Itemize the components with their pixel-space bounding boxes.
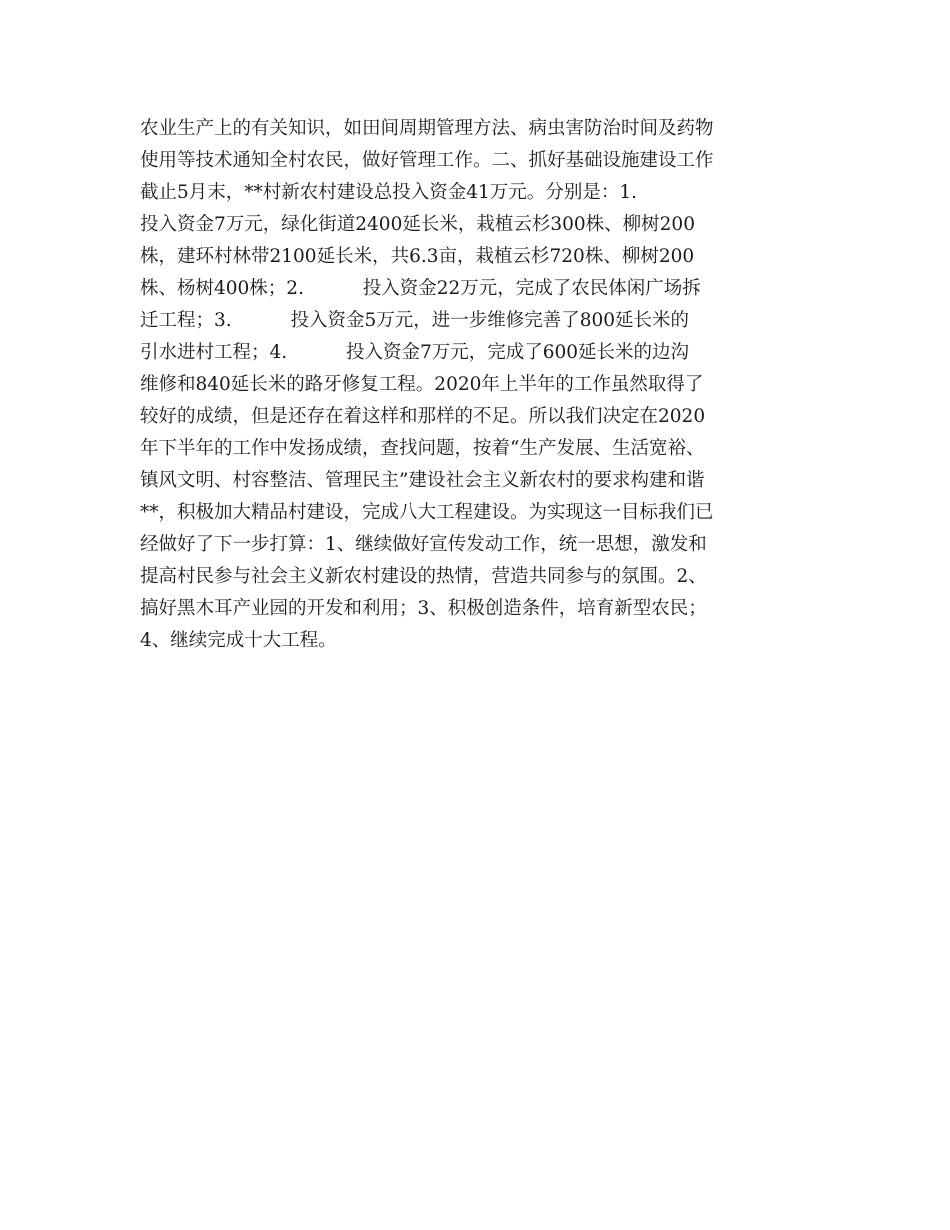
text-line: 较好的成绩，但是还存在着这样和那样的不足。所以我们决定在2020 [140, 406, 706, 427]
text-line: 4、继续完成十大工程。 [140, 630, 337, 651]
body-text [140, 113, 840, 657]
text-line: 使用等技术通知全村农民，做好管理工作。二、抓好基础设施建设工作 [140, 150, 714, 171]
text-line: 维修和840延长米的路牙修复工程。2020年上半年的工作虽然取得了 [140, 374, 704, 395]
text-line: 投入资金7万元，绿化街道2400延长米，栽植云杉300株、柳树200 [140, 214, 695, 235]
text-line: 镇风文明、村容整洁、管理民主”建设社会主义新农村的要求构建和谐 [140, 470, 705, 491]
text-line: 年下半年的工作中发扬成绩，查找问题，按着“生产发展、生活宽裕、 [140, 438, 705, 459]
text-line: 提高村民参与社会主义新农村建设的热情，营造共同参与的氛围。2、 [140, 566, 707, 587]
text-line: **，积极加大精品村建设，完成八大工程建设。为实现这一目标我们已 [140, 502, 714, 523]
text-line: 截止5月末，**村新农村建设总投入资金41万元。分别是：1. [140, 182, 637, 203]
text-line: 株，建环村林带2100延长米，共6.3亩，栽植云杉720株、柳树200 [140, 246, 695, 267]
text-line: 引水进村工程；4. 投入资金7万元，完成了600延长米的边沟 [140, 342, 690, 363]
text-line: 迁工程；3. 投入资金5万元，进一步维修完善了800延长米的 [140, 310, 690, 331]
text-line: 农业生产上的有关知识，如田间周期管理方法、病虫害防治时间及药物 [140, 118, 714, 139]
text-line: 搞好黑木耳产业园的开发和利用；3、积极创造条件，培育新型农民； [140, 598, 707, 619]
text-line: 株、杨树400株；2. 投入资金22万元，完成了农民体闲广场拆 [140, 278, 701, 299]
text-line: 经做好了下一步打算：1、继续做好宣传发动工作，统一思想，激发和 [140, 534, 707, 555]
